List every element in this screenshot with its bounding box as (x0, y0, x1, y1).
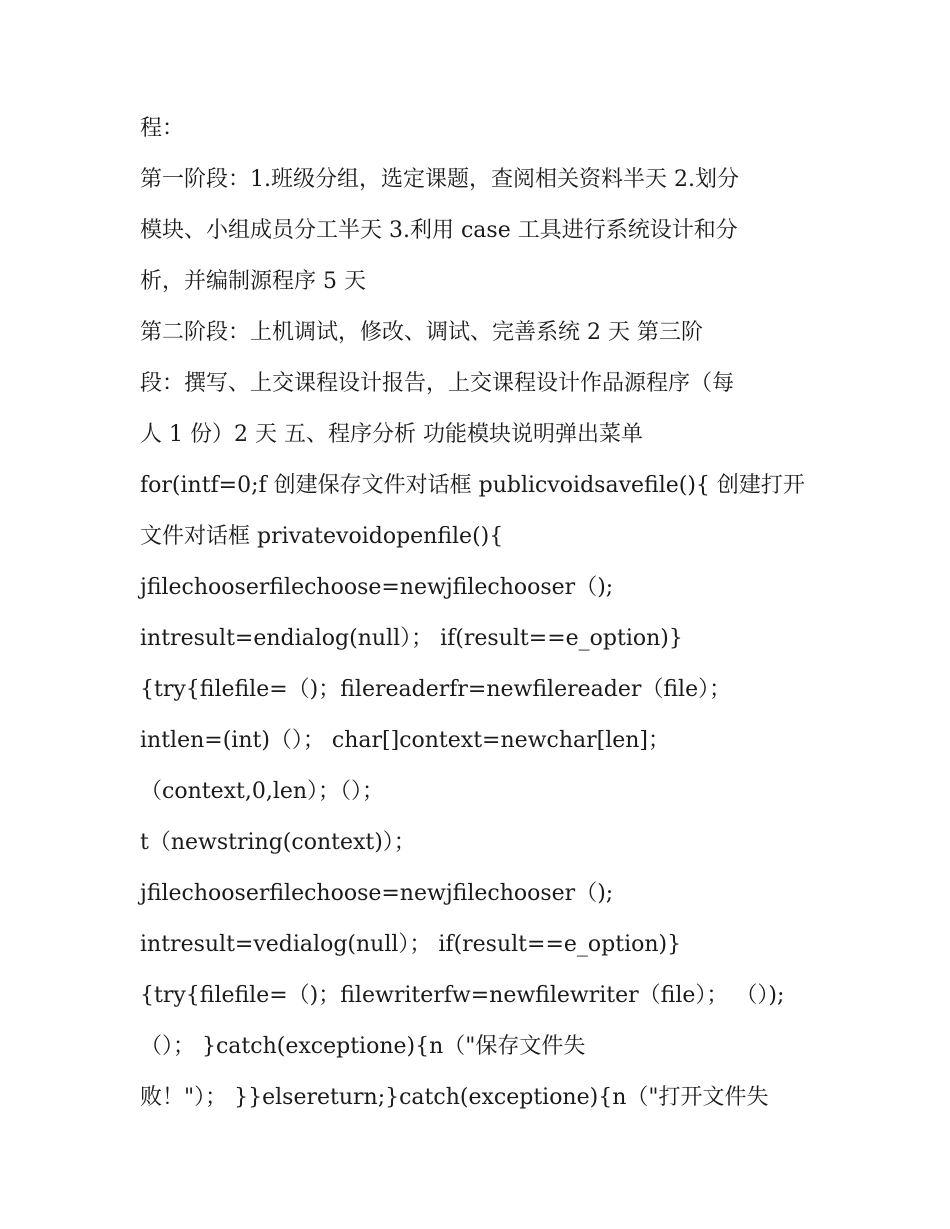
text-line: 第一阶段：1.班级分组，选定课题，查阅相关资料半天 2.划分 (140, 167, 739, 192)
text-line: 文件对话框 privatevoidopenfile(){ (140, 524, 504, 549)
text-line: {try{filefile=（)；filereaderfr=newfilereader（file）； (140, 677, 732, 702)
text-line: 败！"）； }}elsereturn;}catch(exceptione){n（"打开文件失 (140, 1085, 769, 1110)
text-line: intresult=vedialog(null）； if(result==e_option)} (140, 932, 682, 957)
text-line: （context,0,len）；（）； (140, 779, 385, 804)
text-line: for(intf=0;f 创建保存文件对话框 publicvoidsavefile(){ 创建打开 (140, 473, 805, 498)
text-line: {try{filefile=（)；filewriterfw=newfilewriter（file）； （）); (140, 983, 785, 1008)
text-line: 段：撰写、上交课程设计报告，上交课程设计作品源程序（每 (140, 371, 735, 396)
text-line: 第二阶段：上机调试，修改、调试、完善系统 2 天 第三阶 (140, 320, 703, 345)
text-line: jfilechooserfilechoose=newjfilechooser（); (140, 881, 614, 906)
text-line: 模块、小组成员分工半天 3.利用 case 工具进行系统设计和分 (140, 218, 738, 243)
text-line: intlen=(int)（）； char[]context=newchar[len]； (140, 728, 671, 753)
text-line: 析，并编制源程序 5 天 (140, 269, 366, 294)
text-line: （）； }catch(exceptione){n（"保存文件失 (140, 1034, 586, 1059)
document-body (140, 103, 820, 1123)
text-line: 人 1 份）2 天 五、程序分析 功能模块说明弹出菜单 (140, 422, 643, 447)
text-line: 程： (140, 116, 185, 141)
text-line: intresult=endialog(null）； if(result==e_option)} (140, 626, 683, 651)
text-line: t（newstring(context)）； (140, 830, 416, 855)
text-line: jfilechooserfilechoose=newjfilechooser（); (140, 575, 614, 600)
